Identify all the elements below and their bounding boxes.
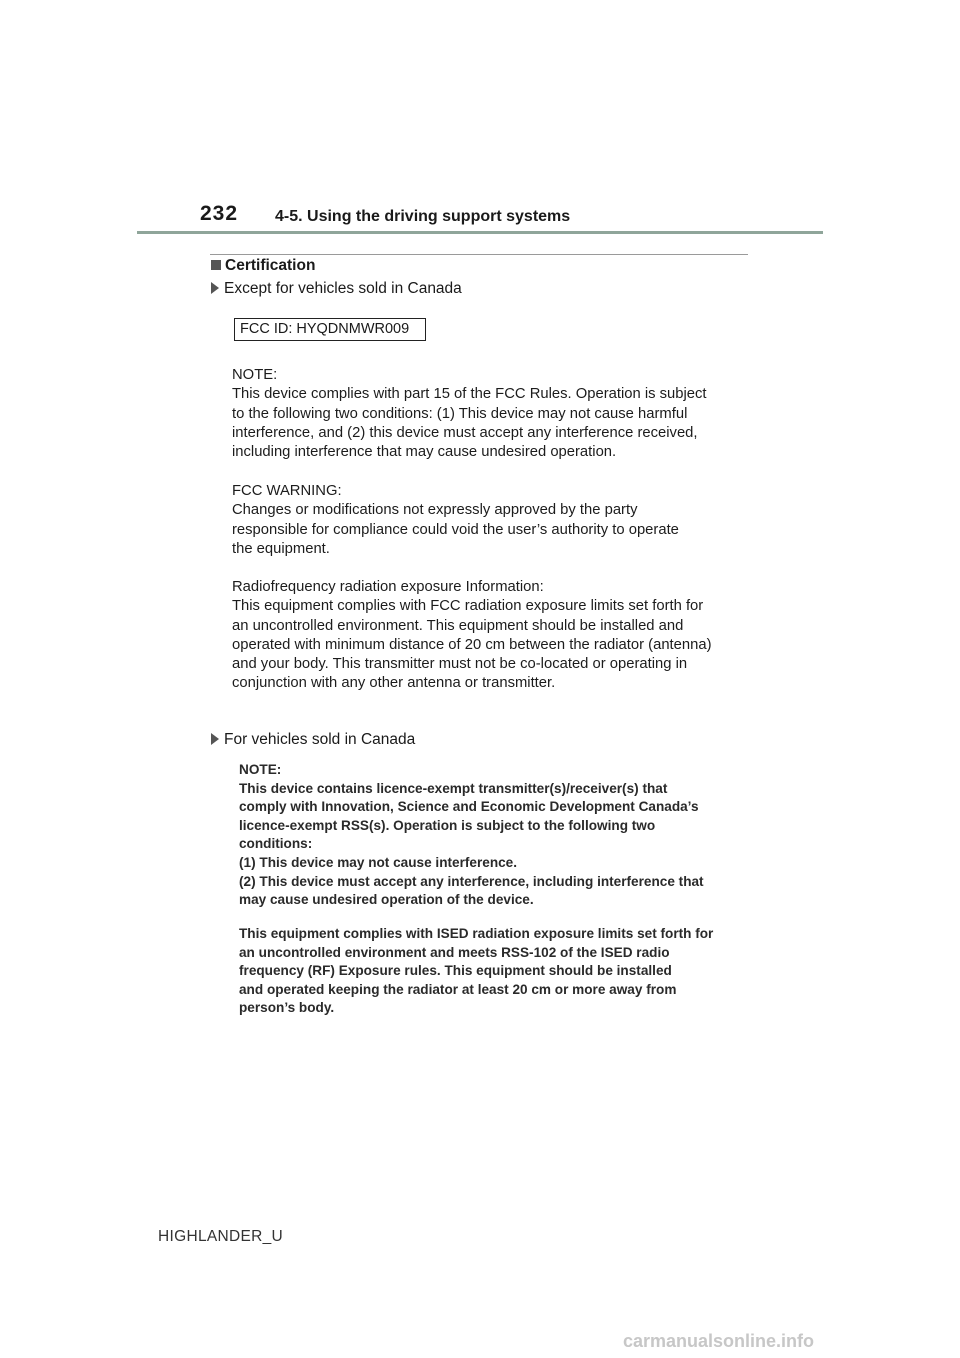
square-bullet-icon — [211, 260, 221, 270]
header-divider — [137, 231, 823, 234]
triangle-bullet-icon — [211, 282, 219, 294]
rf-exposure-info: Radiofrequency radiation exposure Information: This equipment complies with FCC radiation exposure limits set forth for an uncontrolled environment. This equipment should be installed and operated with minimum distance of 20 cm between the radiator (antenna) and your body. This transmitter must not be co-located or operating in conjunction with any other antenna or transmitter. — [232, 579, 712, 692]
fcc-warning: FCC WARNING: Changes or modifications not expressly approved by the party responsible for compliance could void the user’s authority to operate the equipment. — [232, 483, 679, 557]
canada-bullet-text: For vehicles sold in Canada — [224, 731, 416, 748]
section-divider — [210, 254, 748, 255]
us-bullet — [211, 280, 462, 298]
triangle-bullet-icon — [211, 733, 219, 745]
page-number: 232 — [200, 202, 239, 225]
us-bullet-text: Except for vehicles sold in Canada — [224, 280, 462, 297]
certification-heading — [211, 257, 315, 275]
canada-bullet — [211, 731, 415, 749]
canada-note: NOTE: This device contains licence-exempt transmitter(s)/receiver(s) that comply with Innovation, Science and Economic Development Canada’s licence-exempt RSS(s). Operation is subject to the following two conditions: (1) This device may not cause interference. (2) This device must accept any interference, including interference that may cause undesired operation of the device. — [239, 762, 704, 908]
certification-heading-text: Certification — [225, 257, 316, 274]
canada-rf-exposure: This equipment complies with ISED radiation exposure limits set forth for an uncontrolled environment and meets RSS-102 of the ISED radio frequency (RF) Exposure rules. This equipment should be installed and operated keeping the radiator at least 20 cm or more away from person’s body. — [239, 926, 714, 1016]
site-watermark: carmanualsonline.info — [623, 1331, 815, 1351]
fcc-note: NOTE: This device complies with part 15 of the FCC Rules. Operation is subject to the following two conditions: (1) This device may not cause harmful interference, and (2) this device must accept any interference received, including interference that may cause undesired operation. — [232, 367, 707, 461]
page-header — [0, 0, 960, 240]
fcc-id-box: FCC ID: HYQDNMWR009 — [234, 318, 426, 341]
footer-model: HIGHLANDER_U — [158, 1228, 284, 1245]
section-title: 4-5. Using the driving support systems — [275, 208, 571, 225]
